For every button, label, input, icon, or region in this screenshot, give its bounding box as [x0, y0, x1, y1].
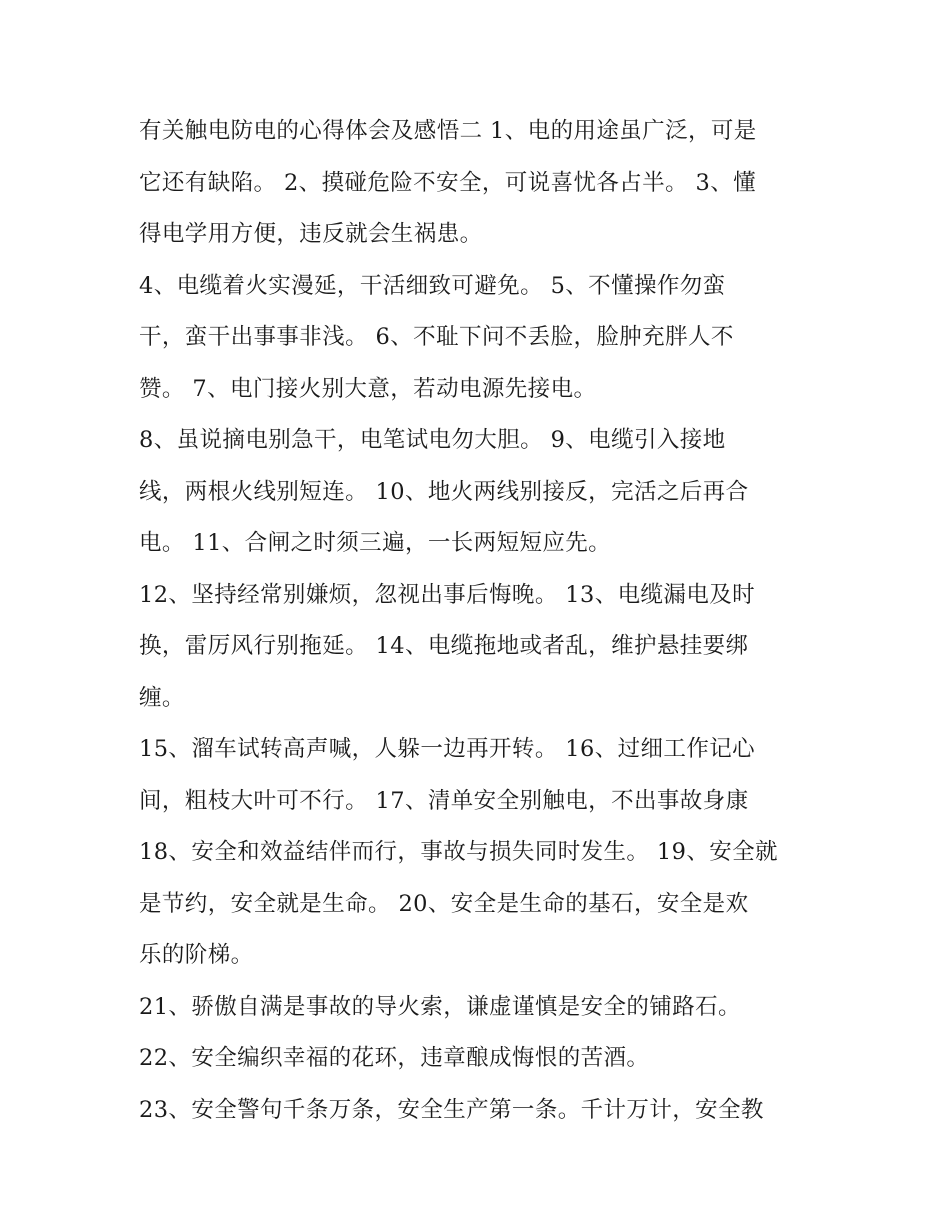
- text-line-4: 4、电缆着火实漫延，干活细致可避免。 5、不懂操作勿蛮: [139, 272, 726, 299]
- text-line-3: 得电学用方便，违反就会生祸患。: [139, 221, 483, 247]
- text-line-14: 间，粗枝大叶可不行。 17、清单安全别触电，不出事故身康: [139, 787, 749, 814]
- text-line-16: 是节约，安全就是生命。 20、安全是生命的基石，安全是欢: [139, 890, 749, 917]
- text-line-11: 换，雷厉风行别拖延。 14、电缆拖地或者乱，维护悬挂要绑: [139, 633, 749, 659]
- text-line-12: 缠。: [139, 684, 185, 711]
- text-line-19: 22、安全编织幸福的花环，违章酿成悔恨的苦酒。: [139, 1045, 650, 1071]
- text-line-13: 15、溜车试转高声喊，人躲一边再开转。 16、过细工作记心: [139, 736, 756, 762]
- text-line-17: 乐的阶梯。: [139, 942, 254, 968]
- text-line-18: 21、骄傲自满是事故的导火索，谦虚谨慎是安全的铺路石。: [139, 993, 741, 1020]
- text-line-9: 电。 11、合闸之时须三遍，一长两短短应先。: [139, 530, 612, 556]
- text-line-7: 8、虽说摘电别急干，电笔试电勿大胆。 9、电缆引入接地: [139, 427, 726, 453]
- text-line-1: 有关触电防电的心得体会及感悟二 1、电的用途虽广泛，可是: [139, 118, 757, 144]
- text-line-6: 赞。 7、电门接火别大意，若动电源先接电。: [139, 375, 597, 402]
- text-line-20: 23、安全警句千条万条，安全生产第一条。千计万计，安全教: [139, 1096, 764, 1123]
- text-line-15: 18、安全和效益结伴而行，事故与损失同时发生。 19、安全就: [139, 839, 778, 865]
- text-line-8: 线，两根火线别短连。 10、地火两线别接反，完活之后再合: [139, 478, 749, 505]
- text-line-10: 12、坚持经常别嫌烦，忽视出事后悔晚。 13、电缆漏电及时: [139, 581, 756, 608]
- text-line-2: 它还有缺陷。 2、摸碰危险不安全，可说喜忧各占半。 3、懂: [139, 169, 757, 196]
- text-line-5: 干，蛮干出事事非浅。 6、不耻下问不丢脸，脸肿充胖人不: [139, 324, 734, 350]
- document-body: [139, 106, 829, 1136]
